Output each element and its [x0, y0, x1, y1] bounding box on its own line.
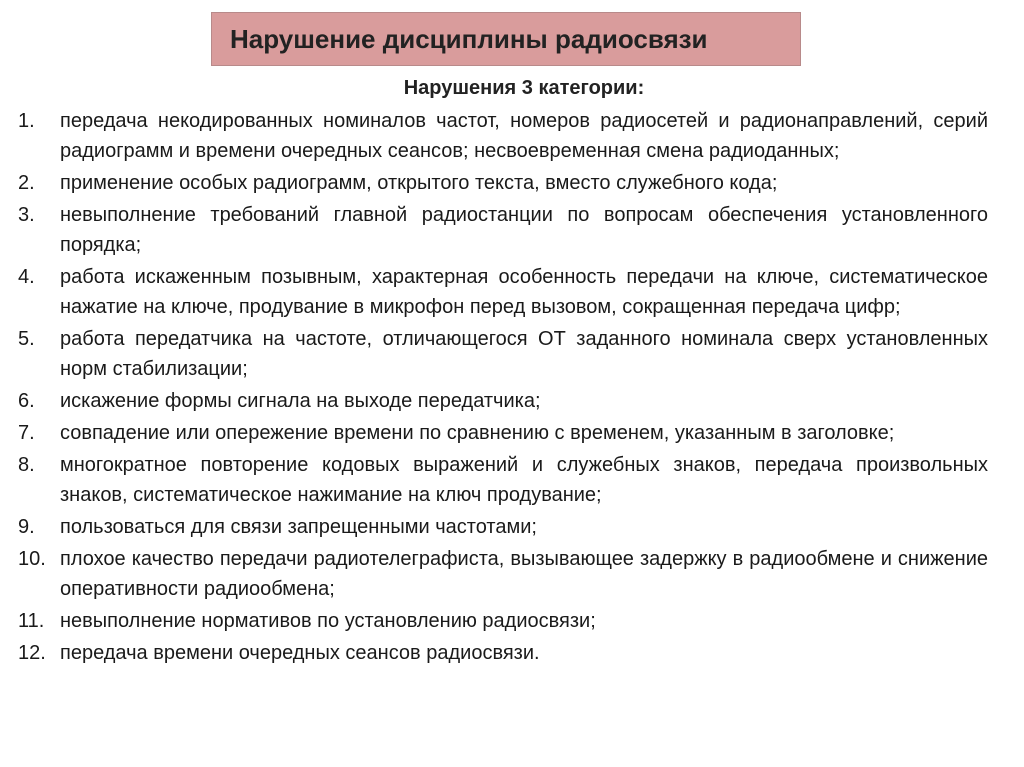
- list-item-text: невыполнение нормативов по установлению радиосвязи;: [60, 610, 596, 632]
- list-item-number: 9.: [18, 516, 35, 538]
- list-item-number: 1.: [18, 110, 35, 132]
- list-item: [18, 200, 988, 260]
- list-item: [18, 324, 988, 384]
- section-subtitle: Нарушения 3 категории:: [403, 77, 645, 99]
- list-item-number: 10.: [18, 548, 46, 570]
- list-item: [18, 168, 988, 198]
- list-item-number: 5.: [18, 328, 35, 350]
- list-item-number: 7.: [18, 422, 35, 444]
- list-item: [18, 386, 988, 416]
- list-item-number: 4.: [18, 266, 35, 288]
- list-item-text: передача некодированных номиналов частот, номеров радиосетей и радионаправлений, серий радиограмм и времени очередных сеансов; несвоевременная смена радиоданных;: [60, 110, 988, 162]
- list-item-text: искажение формы сигнала на выходе передатчика;: [60, 390, 541, 412]
- list-item-text: пользоваться для связи запрещенными частотами;: [60, 516, 537, 538]
- list-item: [18, 544, 988, 604]
- list-item: [18, 606, 988, 636]
- list-item: [18, 106, 988, 166]
- list-item-number: 8.: [18, 454, 35, 476]
- list-item-number: 12.: [18, 642, 46, 664]
- list-item-text: невыполнение требований главной радиостанции по вопросам обеспечения установленного порядка;: [60, 204, 988, 256]
- list-item-number: 3.: [18, 204, 35, 226]
- list-item-text: плохое качество передачи радиотелеграфиста, вызывающее задержку в радиообмене и снижение оперативности радиообмена;: [60, 548, 988, 600]
- list-item-text: работа искаженным позывным, характерная особенность передачи на ключе, систематическое нажатие на ключе, продувание в микрофон перед вызовом, сокращенная передача цифр;: [60, 266, 988, 318]
- list-item: [18, 450, 988, 510]
- list-item-number: 2.: [18, 172, 35, 194]
- list-item: [18, 638, 988, 668]
- list-item-text: многократное повторение кодовых выражений и служебных знаков, передача произвольных знаков, систематическое нажимание на ключ продувание;: [60, 454, 988, 506]
- list-item: [18, 512, 988, 542]
- list-item-text: передача времени очередных сеансов радиосвязи.: [60, 642, 540, 664]
- list-item: [18, 262, 988, 322]
- list-item-text: применение особых радиограмм, открытого текста, вместо служебного кода;: [60, 172, 778, 194]
- list-item-text: совпадение или опережение времени по сравнению с временем, указанным в заголовке;: [60, 422, 895, 444]
- list-item-text: работа передатчика на частоте, отличающегося ОТ заданного номинала сверх установленных норм стабилизации;: [60, 328, 988, 380]
- violations-list: [18, 106, 988, 670]
- page-title: Нарушение дисциплины радиосвязи: [211, 12, 801, 66]
- list-item: [18, 418, 988, 448]
- list-item-number: 11.: [18, 610, 45, 632]
- list-item-number: 6.: [18, 390, 35, 412]
